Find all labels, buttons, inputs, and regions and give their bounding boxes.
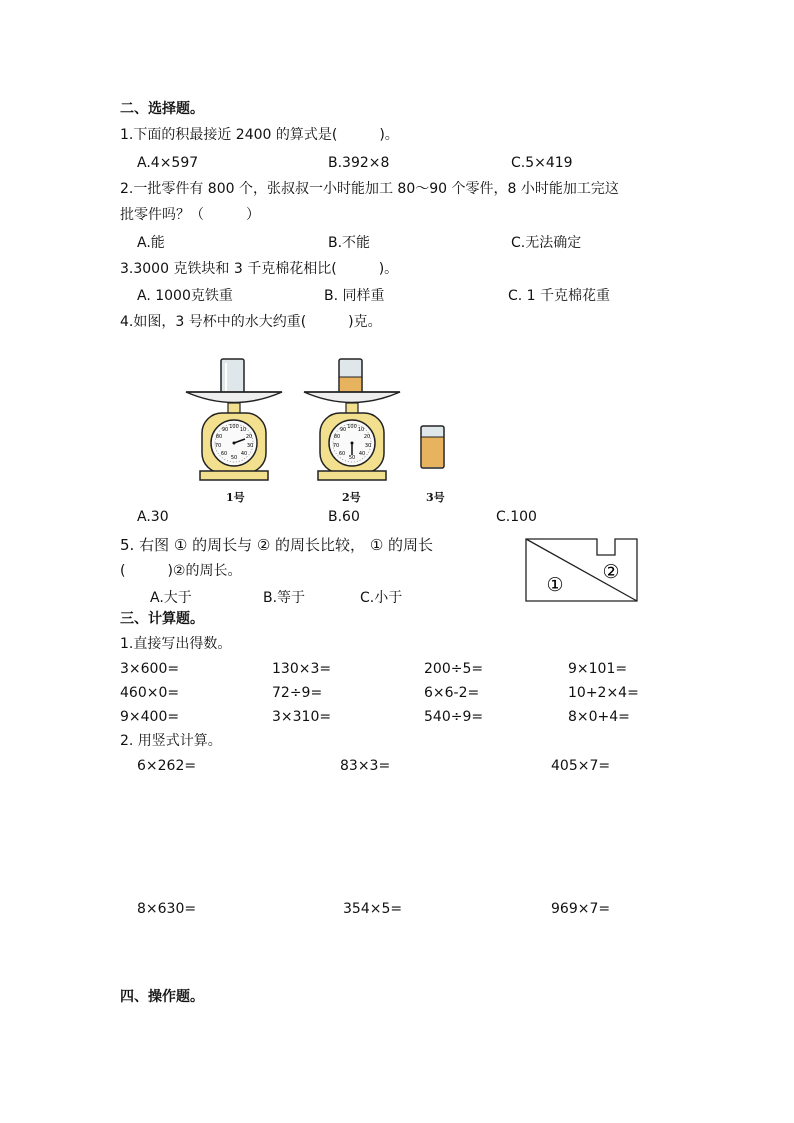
direct-3-2: 3×310= [272, 709, 332, 725]
direct-2-4: 10+2×4= [568, 685, 639, 701]
vertical-2-1: 8×630= [137, 901, 197, 917]
caption-scale-1: 1号 [226, 491, 245, 504]
dial-30: 30 [364, 443, 372, 449]
caption-cup-3: 3号 [426, 491, 445, 504]
vertical-1-2: 83×3= [340, 758, 391, 774]
q5-diagonal [526, 539, 637, 601]
q3-option-a: A. 1000克铁重 [137, 288, 233, 304]
section-3-title: 三、计算题。 [120, 611, 204, 627]
dial-100: 100 [347, 424, 357, 430]
dial-10: 10 [357, 427, 365, 433]
q1-option-c: C.5×419 [511, 155, 573, 171]
q2-option-c: C.无法确定 [511, 235, 582, 251]
q1-option-b: B.392×8 [328, 155, 390, 171]
dial-80: 80 [215, 434, 223, 440]
direct-3-1: 9×400= [120, 709, 180, 725]
q5-option-c: C.小于 [360, 590, 403, 606]
cup-3-figure [418, 422, 448, 472]
direct-2-3: 6×6-2= [424, 685, 480, 701]
vertical-2-3: 969×7= [551, 901, 611, 917]
dial-90: 90 [339, 427, 347, 433]
direct-3-4: 8×0+4= [568, 709, 630, 725]
dial-70: 70 [214, 443, 222, 449]
q5-shape-figure [523, 537, 641, 605]
q4-option-c: C.100 [496, 509, 537, 525]
direct-1-3: 200÷5= [424, 661, 484, 677]
direct-2-2: 72÷9= [272, 685, 323, 701]
section-2-title: 二、选择题。 [120, 101, 204, 117]
dial-90: 90 [221, 427, 229, 433]
dial-40: 40 [240, 451, 248, 457]
dial-20: 20 [245, 434, 253, 440]
dial-80: 80 [333, 434, 341, 440]
q3-option-c: C. 1 千克棉花重 [508, 288, 611, 304]
q5-label-2: ② [602, 561, 620, 583]
q2-option-b: B.不能 [328, 235, 371, 251]
dial-50: 50 [230, 455, 238, 461]
section-3-sub-2: 2. 用竖式计算。 [120, 733, 222, 749]
vertical-2-2: 354×5= [343, 901, 403, 917]
direct-1-4: 9×101= [568, 661, 628, 677]
scale-2-figure [302, 355, 402, 485]
scale-1-figure [184, 355, 284, 485]
question-1: 1.下面的积最接近 2400 的算式是( )。 [120, 127, 399, 143]
vertical-1-3: 405×7= [551, 758, 611, 774]
q5-label-1: ① [546, 574, 564, 596]
question-4: 4.如图，3 号杯中的水大约重( )克。 [120, 314, 382, 330]
dial-30: 30 [246, 443, 254, 449]
section-4-title: 四、操作题。 [120, 989, 204, 1005]
dial-40: 40 [358, 451, 366, 457]
vertical-1-1: 6×262= [137, 758, 197, 774]
q5-option-a: A.大于 [150, 590, 192, 606]
direct-1-1: 3×600= [120, 661, 180, 677]
section-3-sub-1: 1.直接写出得数。 [120, 636, 232, 652]
question-2-line-2: 批零件吗？（ ） [120, 207, 260, 223]
direct-1-2: 130×3= [272, 661, 332, 677]
dial-60: 60 [338, 451, 346, 457]
q4-option-a: A.30 [137, 509, 169, 525]
direct-3-3: 540÷9= [424, 709, 484, 725]
q1-option-a: A.4×597 [137, 155, 199, 171]
dial-20: 20 [363, 434, 371, 440]
dial-60: 60 [220, 451, 228, 457]
question-5-line-1: 5. 右图 ① 的周长与 ② 的周长比较， ① 的周长 [120, 536, 434, 554]
direct-2-1: 460×0= [120, 685, 180, 701]
question-2-line-1: 2.一批零件有 800 个，张叔叔一小时能加工 80～90 个零件，8 小时能加工完这 [120, 181, 619, 197]
question-5-line-2: ( )②的周长。 [120, 563, 242, 579]
dial-50: 50 [348, 455, 356, 461]
question-3: 3.3000 克铁块和 3 千克棉花相比( )。 [120, 261, 399, 277]
dial-10: 10 [239, 427, 247, 433]
dial-100: 100 [229, 424, 239, 430]
q2-option-a: A.能 [137, 235, 165, 251]
q3-option-b: B. 同样重 [324, 288, 385, 304]
caption-scale-2: 2号 [342, 491, 361, 504]
dial-70: 70 [332, 443, 340, 449]
q5-option-b: B.等于 [263, 590, 306, 606]
q4-option-b: B.60 [328, 509, 360, 525]
